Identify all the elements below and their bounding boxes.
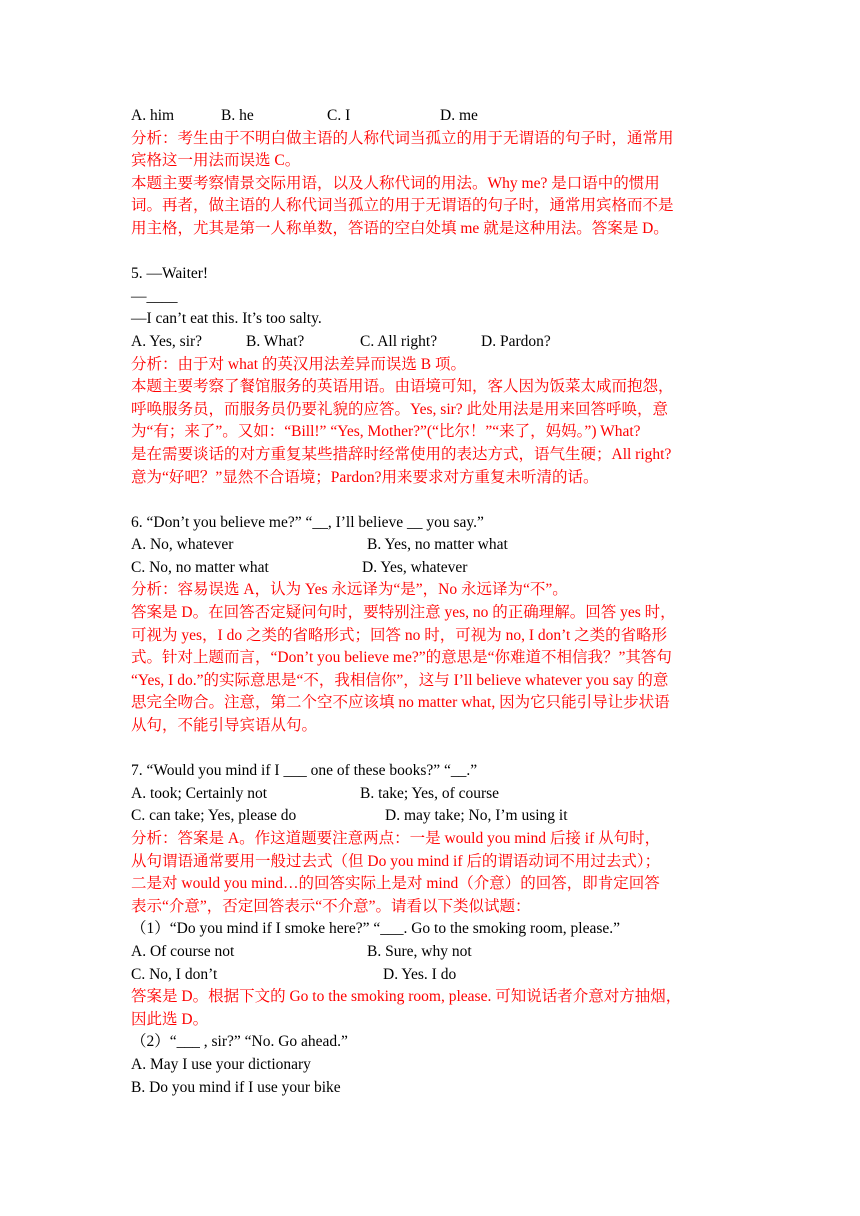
q7-sub1-options-row-1: [131, 941, 731, 964]
q4-explanation-line: 用主格，尤其是第一人称单数，答语的空白处填 me 就是这种用法。答案是 D。: [131, 219, 669, 237]
spacer: [131, 489, 731, 512]
q4-analysis-line: 宾格这一用法而误选 C。: [131, 152, 301, 170]
q7-option-a: A. took; Certainly not: [131, 784, 268, 802]
q6-explanation-line: 可视为 yes，I do 之类的省略形式；回答 no 时，可视为 no, I don’t 之类的省略形: [131, 626, 668, 644]
q7-sub1-stem: （1）“Do you mind if I smoke here?” “___. Go to the smoking room, please.”: [131, 920, 620, 938]
q4-option-d: D. me: [440, 107, 478, 124]
q6-option-d: D. Yes, whatever: [362, 558, 468, 576]
q5-explanation-line: 意为“好吧？”显然不合语境；Pardon?用来要求对方重复未听清的话。: [131, 468, 599, 486]
q5-option-a: A. Yes, sir?: [131, 332, 203, 350]
q7-sub1-option-d: D. Yes. I do: [383, 965, 457, 983]
q7-sub1-option-b: B. Sure, why not: [367, 942, 472, 960]
q7-sub2-stem: （2）“___ , sir?” “No. Go ahead.”: [131, 1033, 348, 1051]
q7-analysis-line: 表示“介意”，否定回答表示“不介意”。请看以下类似试题：: [131, 897, 531, 915]
q6-option-a: A. No, whatever: [131, 536, 234, 554]
q4-option-c: C. I: [327, 107, 351, 124]
q7-options-row-1: [131, 783, 731, 806]
q7-sub2-option-a: A. May I use your dictionary: [131, 1055, 311, 1073]
q4-option-b: B. he: [221, 107, 254, 124]
q6-explanation-line: 式。针对上题而言，“Don’t you believe me?”的意思是“你难道不相信我？”其答句: [131, 649, 672, 667]
q6-explanation-line: 思完全吻合。注意，第二个空不应该填 no matter what, 因为它只能引导让步状语: [131, 694, 670, 712]
q6-explanation-line: 从句，不能引导宾语从句。: [131, 717, 318, 735]
q5-option-b: B. What?: [246, 332, 305, 350]
q6-options-row-2: [131, 557, 731, 580]
q7-sub1-option-c: C. No, I don’t: [131, 965, 218, 983]
q6-stem: 6. “Don’t you believe me?” “__, I’ll believe __ you say.”: [131, 513, 484, 531]
document-content: [131, 105, 731, 1099]
q7-analysis-line: 从句谓语通常要用一般过去式（但 Do you mind if 后的谓语动词不用过去式）；: [131, 852, 661, 870]
q5-analysis-line: 分析：由于对 what 的英汉用法差异而误选 B 项。: [131, 355, 466, 373]
q4-options: [131, 105, 731, 128]
q5-option-c: C. All right?: [360, 332, 438, 350]
q7-analysis-line: 分析：答案是 A。作这道题要注意两点：一是 would you mind 后接 if 从句时，: [131, 830, 661, 847]
q7-stem: 7. “Would you mind if I ___ one of these books?” “__.”: [131, 762, 478, 780]
q4-analysis-line: 分析：考生由于不明白做主语的人称代词当孤立的用于无谓语的句子时，通常用: [131, 129, 674, 147]
q7-sub2-option-b: B. Do you mind if I use your bike: [131, 1078, 341, 1096]
q7-sub1-option-a: A. Of course not: [131, 942, 235, 960]
q6-option-b: B. Yes, no matter what: [367, 536, 508, 554]
q5-explanation-line: 呼唤服务员，而服务员仍要礼貌的应答。Yes, sir? 此处用法是用来回答呼唤，意: [131, 400, 669, 418]
spacer: [131, 241, 731, 264]
q4-explanation-line: 本题主要考察情景交际用语，以及人称代词的用法。Why me? 是口语中的惯用: [131, 174, 660, 192]
spacer: [131, 738, 731, 761]
q5-stem-line: —I can’t eat this. It’s too salty.: [131, 310, 322, 328]
q6-options-row-1: [131, 534, 731, 557]
q6-option-c: C. No, no matter what: [131, 558, 269, 576]
q7-sub1-options-row-2: [131, 964, 731, 987]
q7-option-b: B. take; Yes, of course: [360, 784, 500, 802]
q5-stem-line: 5. —Waiter!: [131, 265, 209, 283]
q7-option-d: D. may take; No, I’m using it: [385, 807, 568, 825]
q7-options-row-2: [131, 805, 731, 828]
q7-analysis-line: 二是对 would you mind…的回答实际上是对 mind（介意）的回答，即肯定回答: [131, 875, 660, 893]
q4-option-a: A. him: [131, 107, 175, 124]
q5-stem-line: —____: [131, 287, 178, 305]
q6-explanation-line: 答案是 D。在回答否定疑问句时，要特别注意 yes, no 的正确理解。回答 yes 时，: [131, 604, 676, 622]
q6-analysis-line: 分析：容易误选 A，认为 Yes 永远译为“是”，No 永远译为“不”。: [131, 581, 568, 599]
q4-explanation-line: 词。再者，做主语的人称代词当孤立的用于无谓语的句子时，通常用宾格而不是: [131, 197, 674, 215]
q7-option-c: C. can take; Yes, please do: [131, 807, 297, 825]
q5-options: [131, 331, 731, 354]
q7-sub1-answer-line: 因此选 D。: [131, 1010, 209, 1028]
q5-explanation-line: 本题主要考察了餐馆服务的英语用语。由语境可知，客人因为饭菜太咸而抱怨，: [131, 378, 674, 396]
q5-explanation-line: 为“有；来了”。又如：“Bill!” “Yes, Mother?”(“比尔！”“来了，妈妈。”) What?: [131, 423, 641, 441]
q7-sub1-answer-line: 答案是 D。根据下文的 Go to the smoking room, please. 可知说话者介意对方抽烟，: [131, 988, 682, 1006]
q5-option-d: D. Pardon?: [481, 332, 551, 350]
q5-explanation-line: 是在需要谈话的对方重复某些措辞时经常使用的表达方式，语气生硬；All right?: [131, 445, 672, 463]
q6-explanation-line: “Yes, I do.”的实际意思是“不，我相信你”，这与 I’ll believe whatever you say 的意: [131, 671, 669, 689]
